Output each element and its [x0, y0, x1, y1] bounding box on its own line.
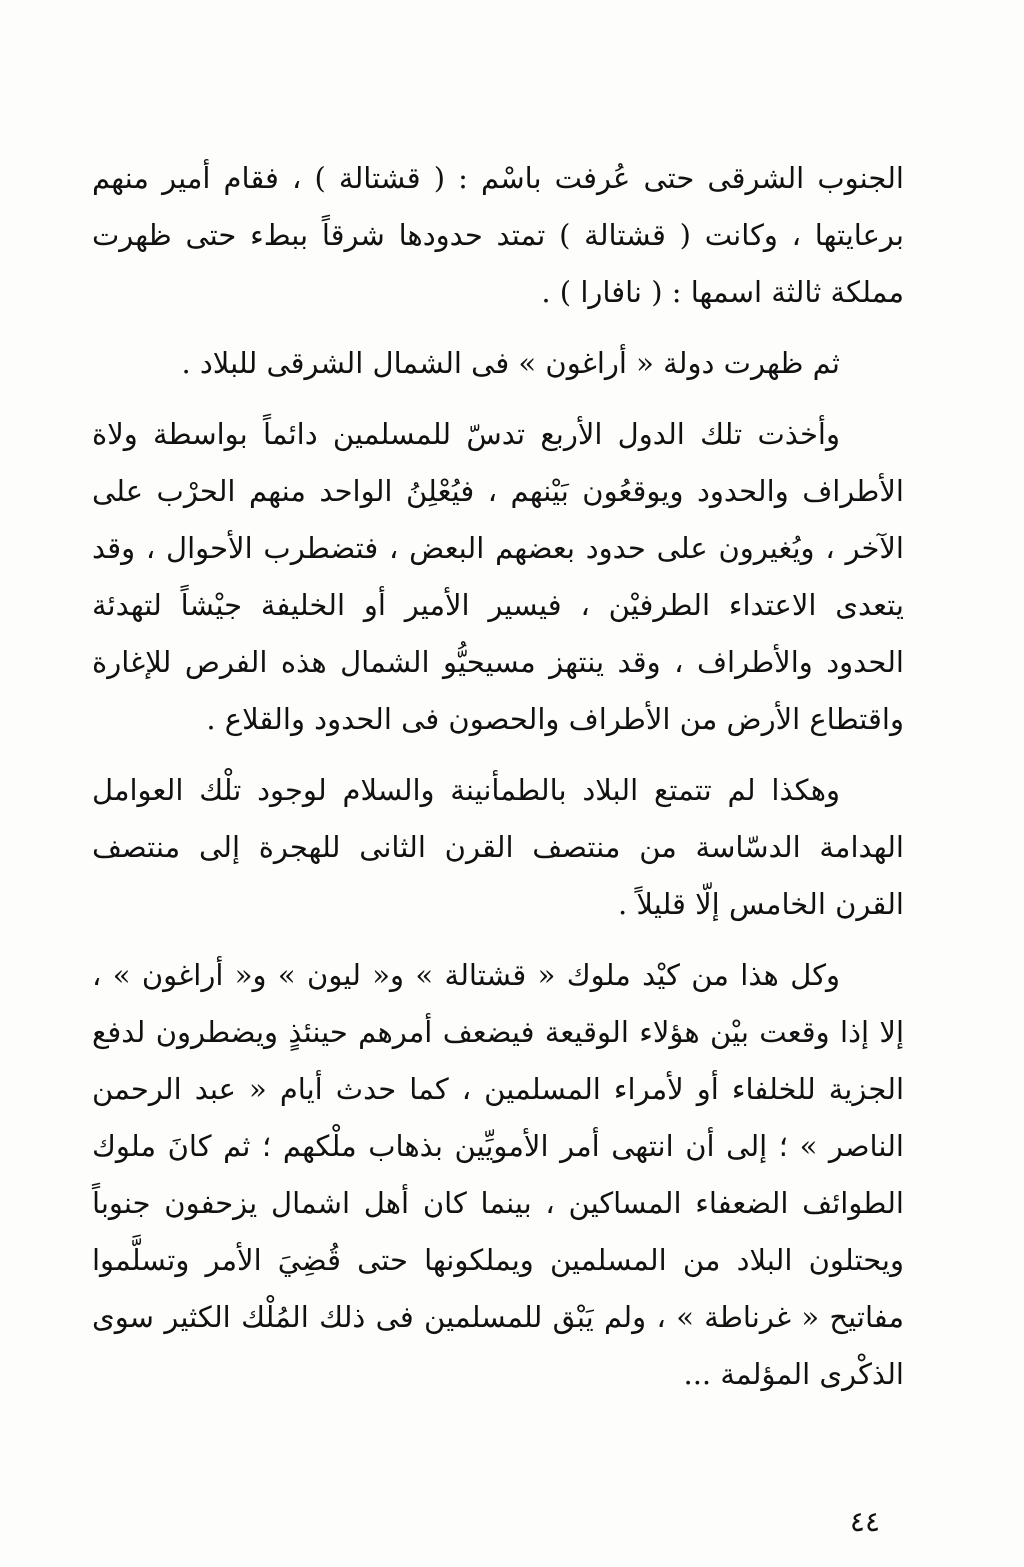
paragraph-3: وأخذت تلك الدول الأربع تدسّ للمسلمين دائماً بواسطة ولاة الأطراف والحدود ويوقعُون بَيْنهم ، فيُعْلِنُ الواحد منهم الحرْب على الآخر ، ويُغيرون على حدود بعضهم البعض ، فتضطرب الأحوال ، وقد يتعدى الاعتداء الطرفيْن ، فيسير الأمير أو الخليفة جيْشاً لتهدئة الحدود والأطراف ، وقد ينتهز مسيحيُّو الشمال هذه الفرص للإغارة واقتطاع الأرض من الأطراف والحصون فى الحدود والقلاع . — [92, 417, 904, 736]
body-text — [92, 150, 904, 1417]
page-number: ٤٤ — [849, 1505, 880, 1538]
paragraph-2: ثم ظهرت دولة « أراغون » فى الشمال الشرقى للبلاد . — [181, 346, 840, 380]
paragraph-4: وهكذا لم تتمتع البلاد بالطمأنينة والسلام لوجود تلْك العوامل الهدامة الدسّاسة من منتصف القرن الثانى للهجرة إلى منتصف القرن الخامس إلّا قليلاً . — [92, 773, 904, 921]
paragraph-5: وكل هذا من كيْد ملوك « قشتالة » و« ليون » و« أراغون » ، إلا إذا وقعت بيْن هؤلاء الوقيعة فيضعف أمرهم حينئذٍ ويضطرون لدفع الجزية للخلفاء أو لأمراء المسلمين ، كما حدث أيام « عبد الرحمن الناصر » ؛ إلى أن انتهى أمر الأمويِّين بذهاب ملْكهم ؛ ثم كانَ ملوك الطوائف الضعفاء المساكين ، بينما كان أهل اشمال يزحفون جنوباً ويحتلون البلاد من المسلمين ويملكونها حتى قُضِيَ الأمر وتسلَّموا مفاتيح « غرناطة » ، ولم يَبْق للمسلمين فى ذلك المُلْك الكثير سوى الذكْرى المؤلمة ... — [92, 958, 904, 1391]
paragraph-1: الجنوب الشرقى حتى عُرفت باسْم : ( قشتالة ) ، فقام أمير منهم برعايتها ، وكانت ( قشتالة ) تمتد حدودها شرقاً ببطء حتى ظهرت مملكة ثالثة اسمها : ( نافارا ) . — [92, 161, 904, 309]
